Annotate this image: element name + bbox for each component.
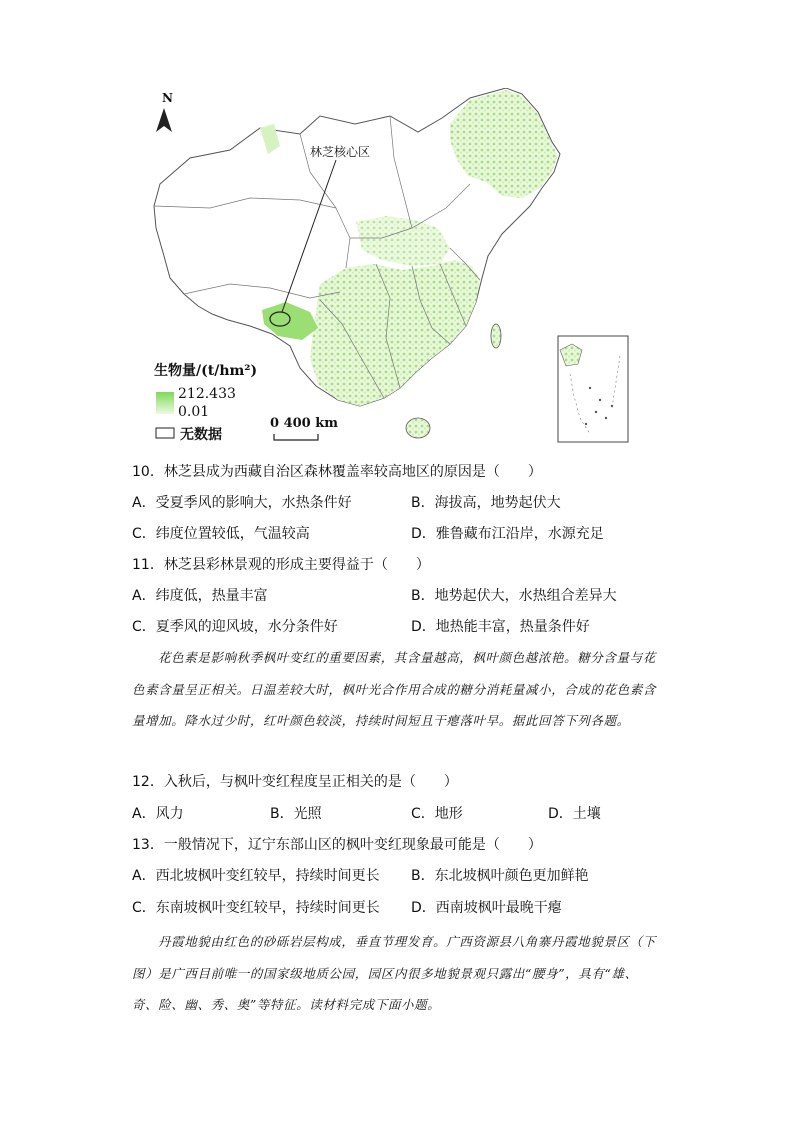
q11-option-d: D．地热能丰富，热量条件好: [411, 619, 590, 635]
q12-option-b: B．光照: [270, 806, 322, 822]
q13-option-a: A．西北坡枫叶变红较早，持续时间更长: [132, 868, 380, 884]
q10-option-a: A．受夏季风的影响大，水热条件好: [132, 495, 352, 511]
legend-gradient-swatch: [156, 392, 174, 414]
q11-option-c: C．夏季风的迎风坡，水分条件好: [132, 619, 338, 635]
passage-maple: 花色素是影响秋季枫叶变红的重要因素，其含量越高，枫叶颜色越浓艳。糖分含量与花色素含量呈正相关。日温差较大时，枫叶光合作用合成的糖分消耗量减小，合成的花色素含量增加。降水过少时，红叶颜色较淡，持续时间短且干瘪落叶早。据此回答下列各题。: [132, 650, 657, 728]
q11-option-a: A．纬度低，热量丰富: [132, 588, 268, 604]
scale-label: 0 400 km: [270, 416, 338, 431]
q11-option-b: B．地势起伏大，水热组合差异大: [411, 588, 617, 604]
q10-option-c: C．纬度位置较低，气温较高: [132, 526, 310, 542]
legend-nodata-label: 无数据: [180, 427, 222, 443]
callout-label: 林芝核心区: [310, 145, 371, 159]
q13-option-c: C．东南坡枫叶变红较早，持续时间更长: [132, 900, 380, 916]
q13-stem: 13．一般情况下，辽宁东部山区的枫叶变红现象最可能是（ ）: [132, 837, 542, 853]
legend-nodata-swatch: [156, 428, 174, 438]
q10-option-d: D．雅鲁藏布江沿岸，水源充足: [411, 526, 604, 542]
north-label: N: [162, 91, 173, 105]
q12-stem: 12．入秋后，与枫叶变红程度呈正相关的是（ ）: [132, 774, 458, 790]
legend-max-value: 212.433: [178, 386, 236, 402]
passage-danxia: 丹霞地貌由红色的砂砾岩层构成，垂直节理发育。广西资源县八角寨丹霞地貌景区（下图）是广西目前唯一的国家级地质公园，园区内很多地貌景观只露出“腰身”，具有“雄、奇、险、幽、秀、奥”等特征。读材料完成下面小题。: [132, 934, 656, 1012]
q12-option-c: C．地形: [411, 806, 463, 822]
q12-option-a: A．风力: [132, 806, 184, 822]
china-biomass-map: [150, 88, 632, 448]
q10-option-b: B．海拔高，地势起伏大: [411, 495, 561, 511]
hainan-island: [406, 418, 430, 438]
q11-stem: 11．林芝县彩林景观的形成主要得益于（ ）: [132, 557, 430, 573]
q12-option-d: D．土壤: [548, 806, 601, 822]
q13-option-d: D．西南坡枫叶最晚干瘪: [411, 900, 562, 916]
forest-south: [310, 260, 480, 406]
legend-min-value: 0.01: [178, 404, 210, 420]
q10-stem: 10．林芝县成为西藏自治区森林覆盖率较高地区的原因是（ ）: [132, 464, 542, 480]
q13-option-b: B．东北坡枫叶颜色更加鲜艳: [411, 868, 589, 884]
legend-title: 生物量/(t/hm²): [154, 363, 258, 379]
taiwan-island: [491, 324, 501, 348]
scale-bar: [274, 434, 318, 440]
north-arrow-icon: [156, 108, 172, 132]
